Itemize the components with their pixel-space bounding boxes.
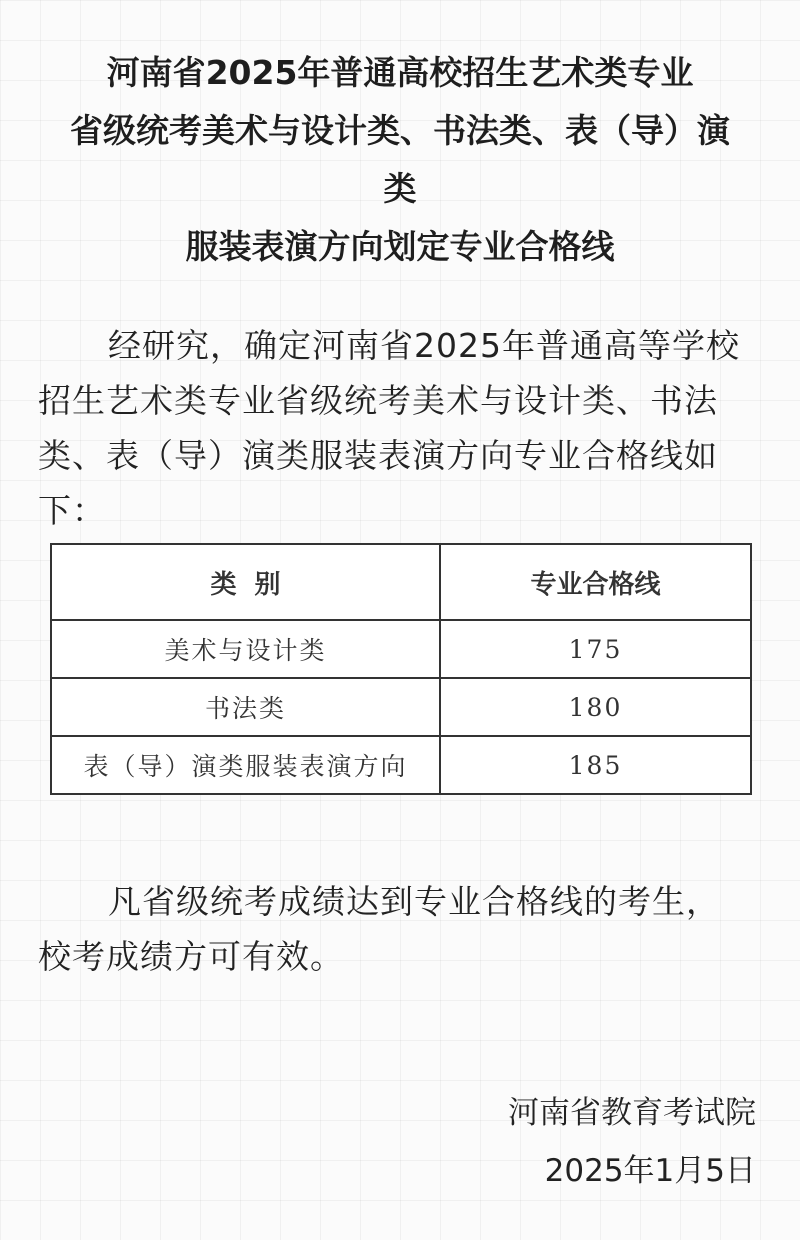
title-line-2: 省级统考美术与设计类、书法类、表（导）演 [70, 111, 730, 150]
closing-line-2: 校考成绩方可有效。 [38, 937, 344, 976]
document-title [40, 44, 760, 276]
intro-line-1: 经研究，确定河南省2025年普通高等学校 [108, 326, 740, 365]
score-cell: 185 [440, 736, 751, 794]
issuing-organization: 河南省教育考试院 [508, 1095, 756, 1131]
title-line-3: 类 [383, 169, 417, 208]
table-row [51, 678, 751, 736]
table-row [51, 620, 751, 678]
category-cell: 美术与设计类 [51, 620, 440, 678]
category-cell: 书法类 [51, 678, 440, 736]
intro-line-2: 招生艺术类专业省级统考美术与设计类、书法 [38, 381, 718, 420]
title-line-1: 河南省2025年普通高校招生艺术类专业 [106, 53, 694, 92]
issue-date: 2025年1月5日 [544, 1153, 756, 1189]
intro-line-3: 类、表（导）演类服装表演方向专业合格线如 [38, 436, 718, 475]
closing-line-1: 凡省级统考成绩达到专业合格线的考生， [108, 882, 720, 921]
title-line-4: 服装表演方向划定专业合格线 [185, 227, 615, 266]
score-table [50, 543, 752, 795]
header-category: 类 别 [51, 544, 440, 620]
intro-paragraph [38, 318, 762, 538]
table-row [51, 736, 751, 794]
intro-line-4: 下： [38, 491, 106, 530]
header-score: 专业合格线 [440, 544, 751, 620]
score-cell: 180 [440, 678, 751, 736]
closing-paragraph [38, 874, 762, 984]
score-cell: 175 [440, 620, 751, 678]
category-cell: 表（导）演类服装表演方向 [51, 736, 440, 794]
table-header-row [51, 544, 751, 620]
